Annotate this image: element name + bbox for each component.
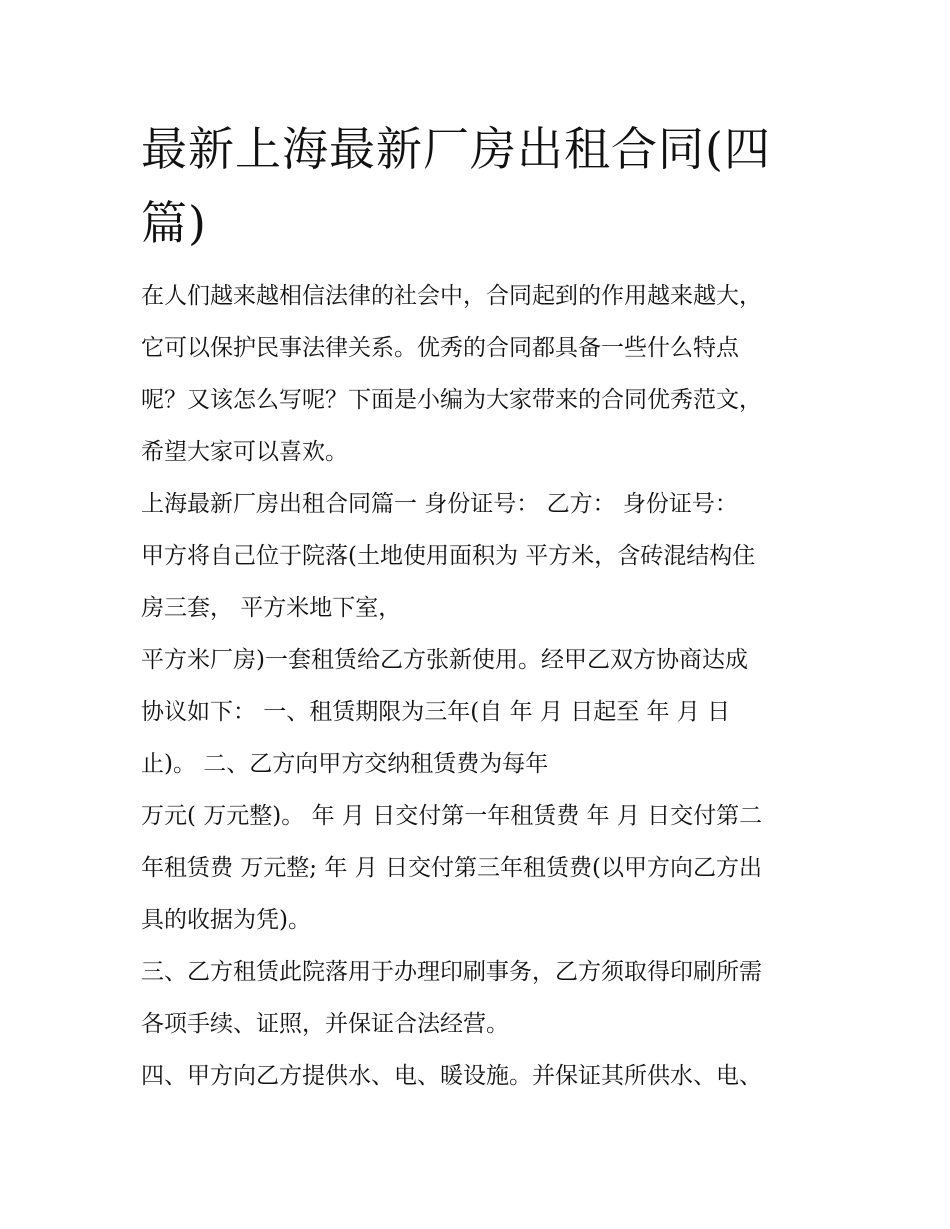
paragraph-line: 希望大家可以喜欢。	[141, 439, 348, 465]
paragraph-line: 止)。 二、乙方向甲方交纳租赁费为每年	[141, 751, 549, 777]
clause-three-paragraph	[141, 946, 821, 1050]
document-page	[141, 112, 821, 1102]
paragraph-line: 甲方将自己位于院落(土地使用面积为 平方米，含砖混结构住	[141, 543, 756, 569]
title-line: 篇)	[141, 196, 207, 250]
property-paragraph	[141, 530, 821, 634]
paragraph-line: 万元( 万元整)。 年 月 日交付第一年租赁费 年 月 日交付第二	[141, 803, 763, 829]
paragraph-line: 四、甲方向乙方提供水、电、暖设施。并保证其所供水、电、	[141, 1063, 762, 1089]
paragraph-line: 它可以保护民事法律关系。优秀的合同都具备一些什么特点	[141, 335, 739, 361]
paragraph-line: 上海最新厂房出租合同篇一 身份证号： 乙方： 身份证号：	[141, 491, 738, 517]
intro-paragraph	[141, 270, 821, 478]
paragraph-line: 具的收据为凭)。	[141, 907, 311, 933]
paragraph-line: 呢？又该怎么写呢？下面是小编为大家带来的合同优秀范文，	[141, 387, 762, 413]
paragraph-line: 年租赁费 万元整; 年 月 日交付第三年租赁费(以甲方向乙方出	[141, 855, 762, 881]
payment-paragraph	[141, 790, 821, 946]
paragraph-line: 协议如下： 一、租赁期限为三年(自 年 月 日起至 年 月 日	[141, 699, 731, 725]
contract-header-paragraph	[141, 478, 821, 530]
paragraph-line: 平方米厂房)一套租赁给乙方张新使用。经甲乙双方协商达成	[141, 647, 748, 673]
lease-term-paragraph	[141, 634, 821, 790]
paragraph-line: 在人们越来越相信法律的社会中，合同起到的作用越来越大，	[141, 283, 762, 309]
document-title	[141, 112, 821, 260]
paragraph-line: 三、乙方租赁此院落用于办理印刷事务，乙方须取得印刷所需	[141, 959, 762, 985]
paragraph-line: 房三套， 平方米地下室，	[141, 595, 402, 621]
clause-four-paragraph	[141, 1050, 821, 1102]
title-line: 最新上海最新厂房出租合同(四	[141, 122, 771, 176]
paragraph-line: 各项手续、证照，并保证合法经营。	[141, 1011, 509, 1037]
